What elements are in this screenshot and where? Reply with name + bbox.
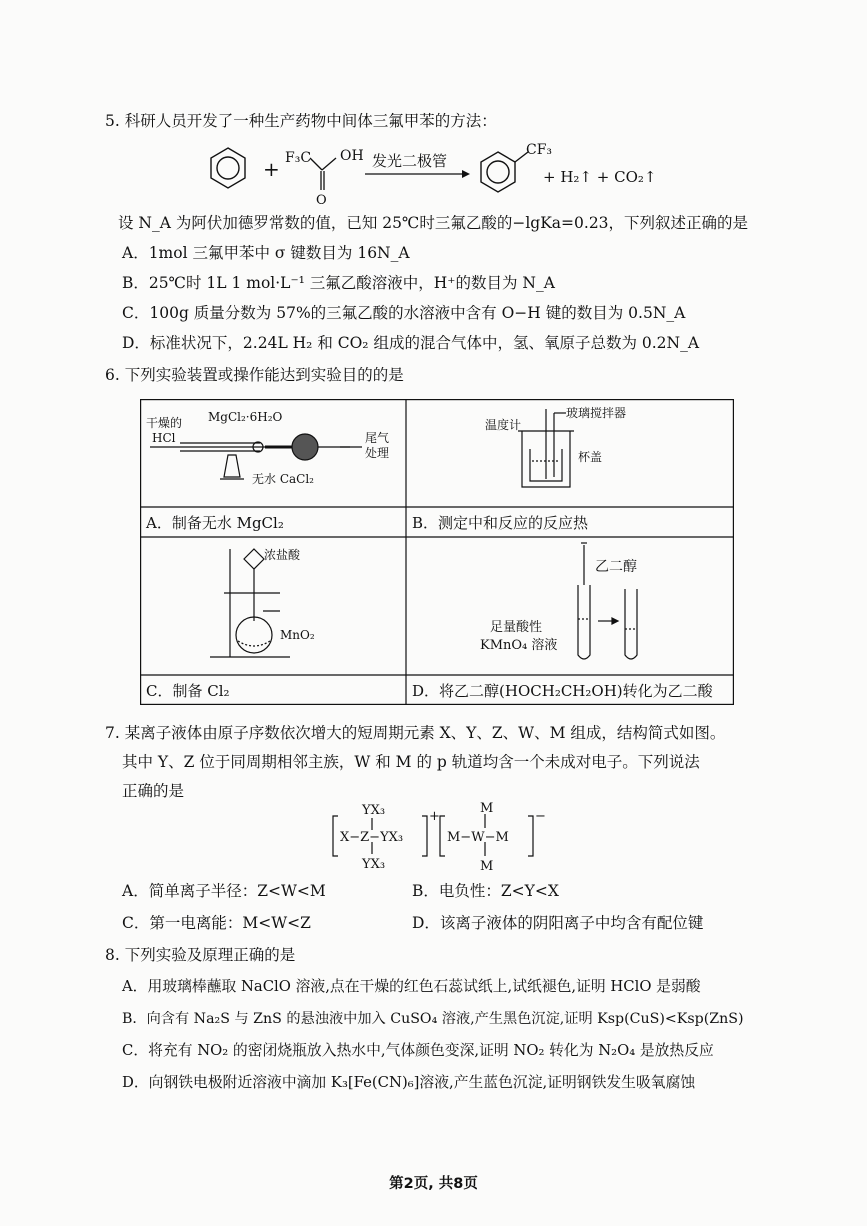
q6-stem: 6. 下列实验装置或操作能达到实验目的的是 (105, 366, 404, 384)
svg-text:杯盖: 杯盖 (578, 450, 603, 464)
svg-text:浓盐酸: 浓盐酸 (264, 548, 301, 562)
q6-caption-b: B．测定中和反应的反应热 (412, 514, 589, 532)
q5-given: 设 N_A 为阿伏加德罗常数的值，已知 25℃时三氟乙酸的−lgKa=0.23，下列叙述正确的是 (118, 214, 749, 232)
q5-option-c: C．100g 质量分数为 57%的三氟乙酸的水溶液中含有 O−H 键的数目为 0.5N_A (122, 304, 686, 322)
q8-stem: 8. 下列实验及原理正确的是 (105, 946, 296, 964)
svg-text:+: + (429, 809, 440, 824)
svg-text:CF₃: CF₃ (526, 142, 553, 158)
q7-stem-1: 7. 某离子液体由原子序数依次增大的短周期元素 X、Y、Z、W、M 组成，结构简式如图。 (105, 724, 726, 742)
reaction-condition: 发光二极管 (372, 152, 448, 170)
q5-reaction-scheme (200, 140, 680, 210)
q7-ionic-liquid-structure (330, 800, 550, 874)
q8-option-a: A．用玻璃棒蘸取 NaClO 溶液,点在干燥的红色石蕊试纸上,试纸褪色,证明 HClO 是弱酸 (122, 978, 701, 995)
svg-text:HCl: HCl (152, 431, 176, 445)
q5-stem: 5. 科研人员开发了一种生产药物中间体三氟甲苯的方法： (105, 112, 497, 130)
svg-text:KMnO₄ 溶液: KMnO₄ 溶液 (480, 638, 558, 653)
svg-text:OH: OH (340, 148, 364, 164)
apparatus-c-cl2-generator (210, 549, 290, 657)
svg-text:M: M (480, 801, 494, 816)
apparatus-b-calorimeter (518, 409, 574, 487)
svg-text:玻璃搅拌器: 玻璃搅拌器 (566, 406, 627, 420)
q5-option-b: B．25℃时 1L 1 mol·L⁻¹ 三氟乙酸溶液中，H⁺的数目为 N_A (122, 274, 555, 292)
svg-text:尾气: 尾气 (365, 431, 390, 445)
svg-text:处理: 处理 (365, 446, 390, 460)
svg-text:足量酸性: 足量酸性 (490, 620, 543, 635)
q7-stem-2: 其中 Y、Z 位于同周期相邻主族，W 和 M 的 p 轨道均含一个未成对电子。下列说法 (122, 753, 700, 771)
q7-option-c: C．第一电离能：M<W<Z (122, 914, 311, 932)
reagent-cf3: F₃C (285, 150, 312, 166)
svg-text:YX₃: YX₃ (362, 803, 386, 818)
q8-option-b: B．向含有 Na₂S 与 ZnS 的悬浊液中加入 CuSO₄ 溶液,产生黑色沉淀,证明 Ksp(CuS)<Ksp(ZnS) (122, 1011, 744, 1027)
svg-text:+ H₂↑ + CO₂↑: + H₂↑ + CO₂↑ (543, 168, 657, 186)
svg-text:无水 CaCl₂: 无水 CaCl₂ (252, 472, 314, 486)
q6-caption-a: A．制备无水 MgCl₂ (146, 514, 284, 532)
q8-option-c: C．将充有 NO₂ 的密闭烧瓶放入热水中,气体颜色变深,证明 NO₂ 转化为 N₂O₄ 是放热反应 (122, 1042, 714, 1059)
svg-text:−: − (535, 809, 546, 824)
benzene-ring (211, 148, 245, 188)
q7-option-d: D．该离子液体的阴阳离子中均含有配位键 (412, 914, 704, 932)
q8-option-d: D．向钢铁电极附近溶液中滴加 K₃[Fe(CN)₆]溶液,产生蓝色沉淀,证明钢铁发生吸氧腐蚀 (122, 1074, 696, 1091)
svg-text:+: + (263, 157, 280, 181)
svg-text:干燥的: 干燥的 (146, 416, 183, 430)
q7-option-a: A．简单离子半径：Z<W<M (122, 882, 326, 900)
svg-text:X−Z−YX₃: X−Z−YX₃ (340, 830, 404, 845)
svg-text:乙二醇: 乙二醇 (595, 559, 637, 575)
svg-text:O: O (316, 193, 327, 208)
q5-option-d: D．标准状况下，2.24L H₂ 和 CO₂ 组成的混合气体中，氢、氧原子总数为 0.2N_A (122, 334, 700, 352)
svg-text:MgCl₂·6H₂O: MgCl₂·6H₂O (208, 410, 283, 424)
q7-option-b: B．电负性：Z<Y<X (412, 882, 559, 900)
svg-text:M−W−M: M−W−M (447, 830, 509, 845)
q5-option-a: A．1mol 三氟甲苯中 σ 键数目为 16N_A (122, 244, 410, 262)
q6-caption-c: C．制备 Cl₂ (146, 682, 230, 700)
svg-text:M: M (480, 859, 494, 874)
page-footer: 第2页, 共8页 (389, 1176, 478, 1192)
q6-apparatus-table (140, 399, 734, 705)
svg-text:MnO₂: MnO₂ (280, 628, 315, 642)
q7-stem-3: 正确的是 (122, 782, 185, 800)
q6-caption-d: D．将乙二醇(HOCH₂CH₂OH)转化为乙二酸 (412, 682, 713, 700)
svg-text:温度计: 温度计 (485, 418, 522, 432)
svg-text:YX₃: YX₃ (362, 857, 386, 872)
